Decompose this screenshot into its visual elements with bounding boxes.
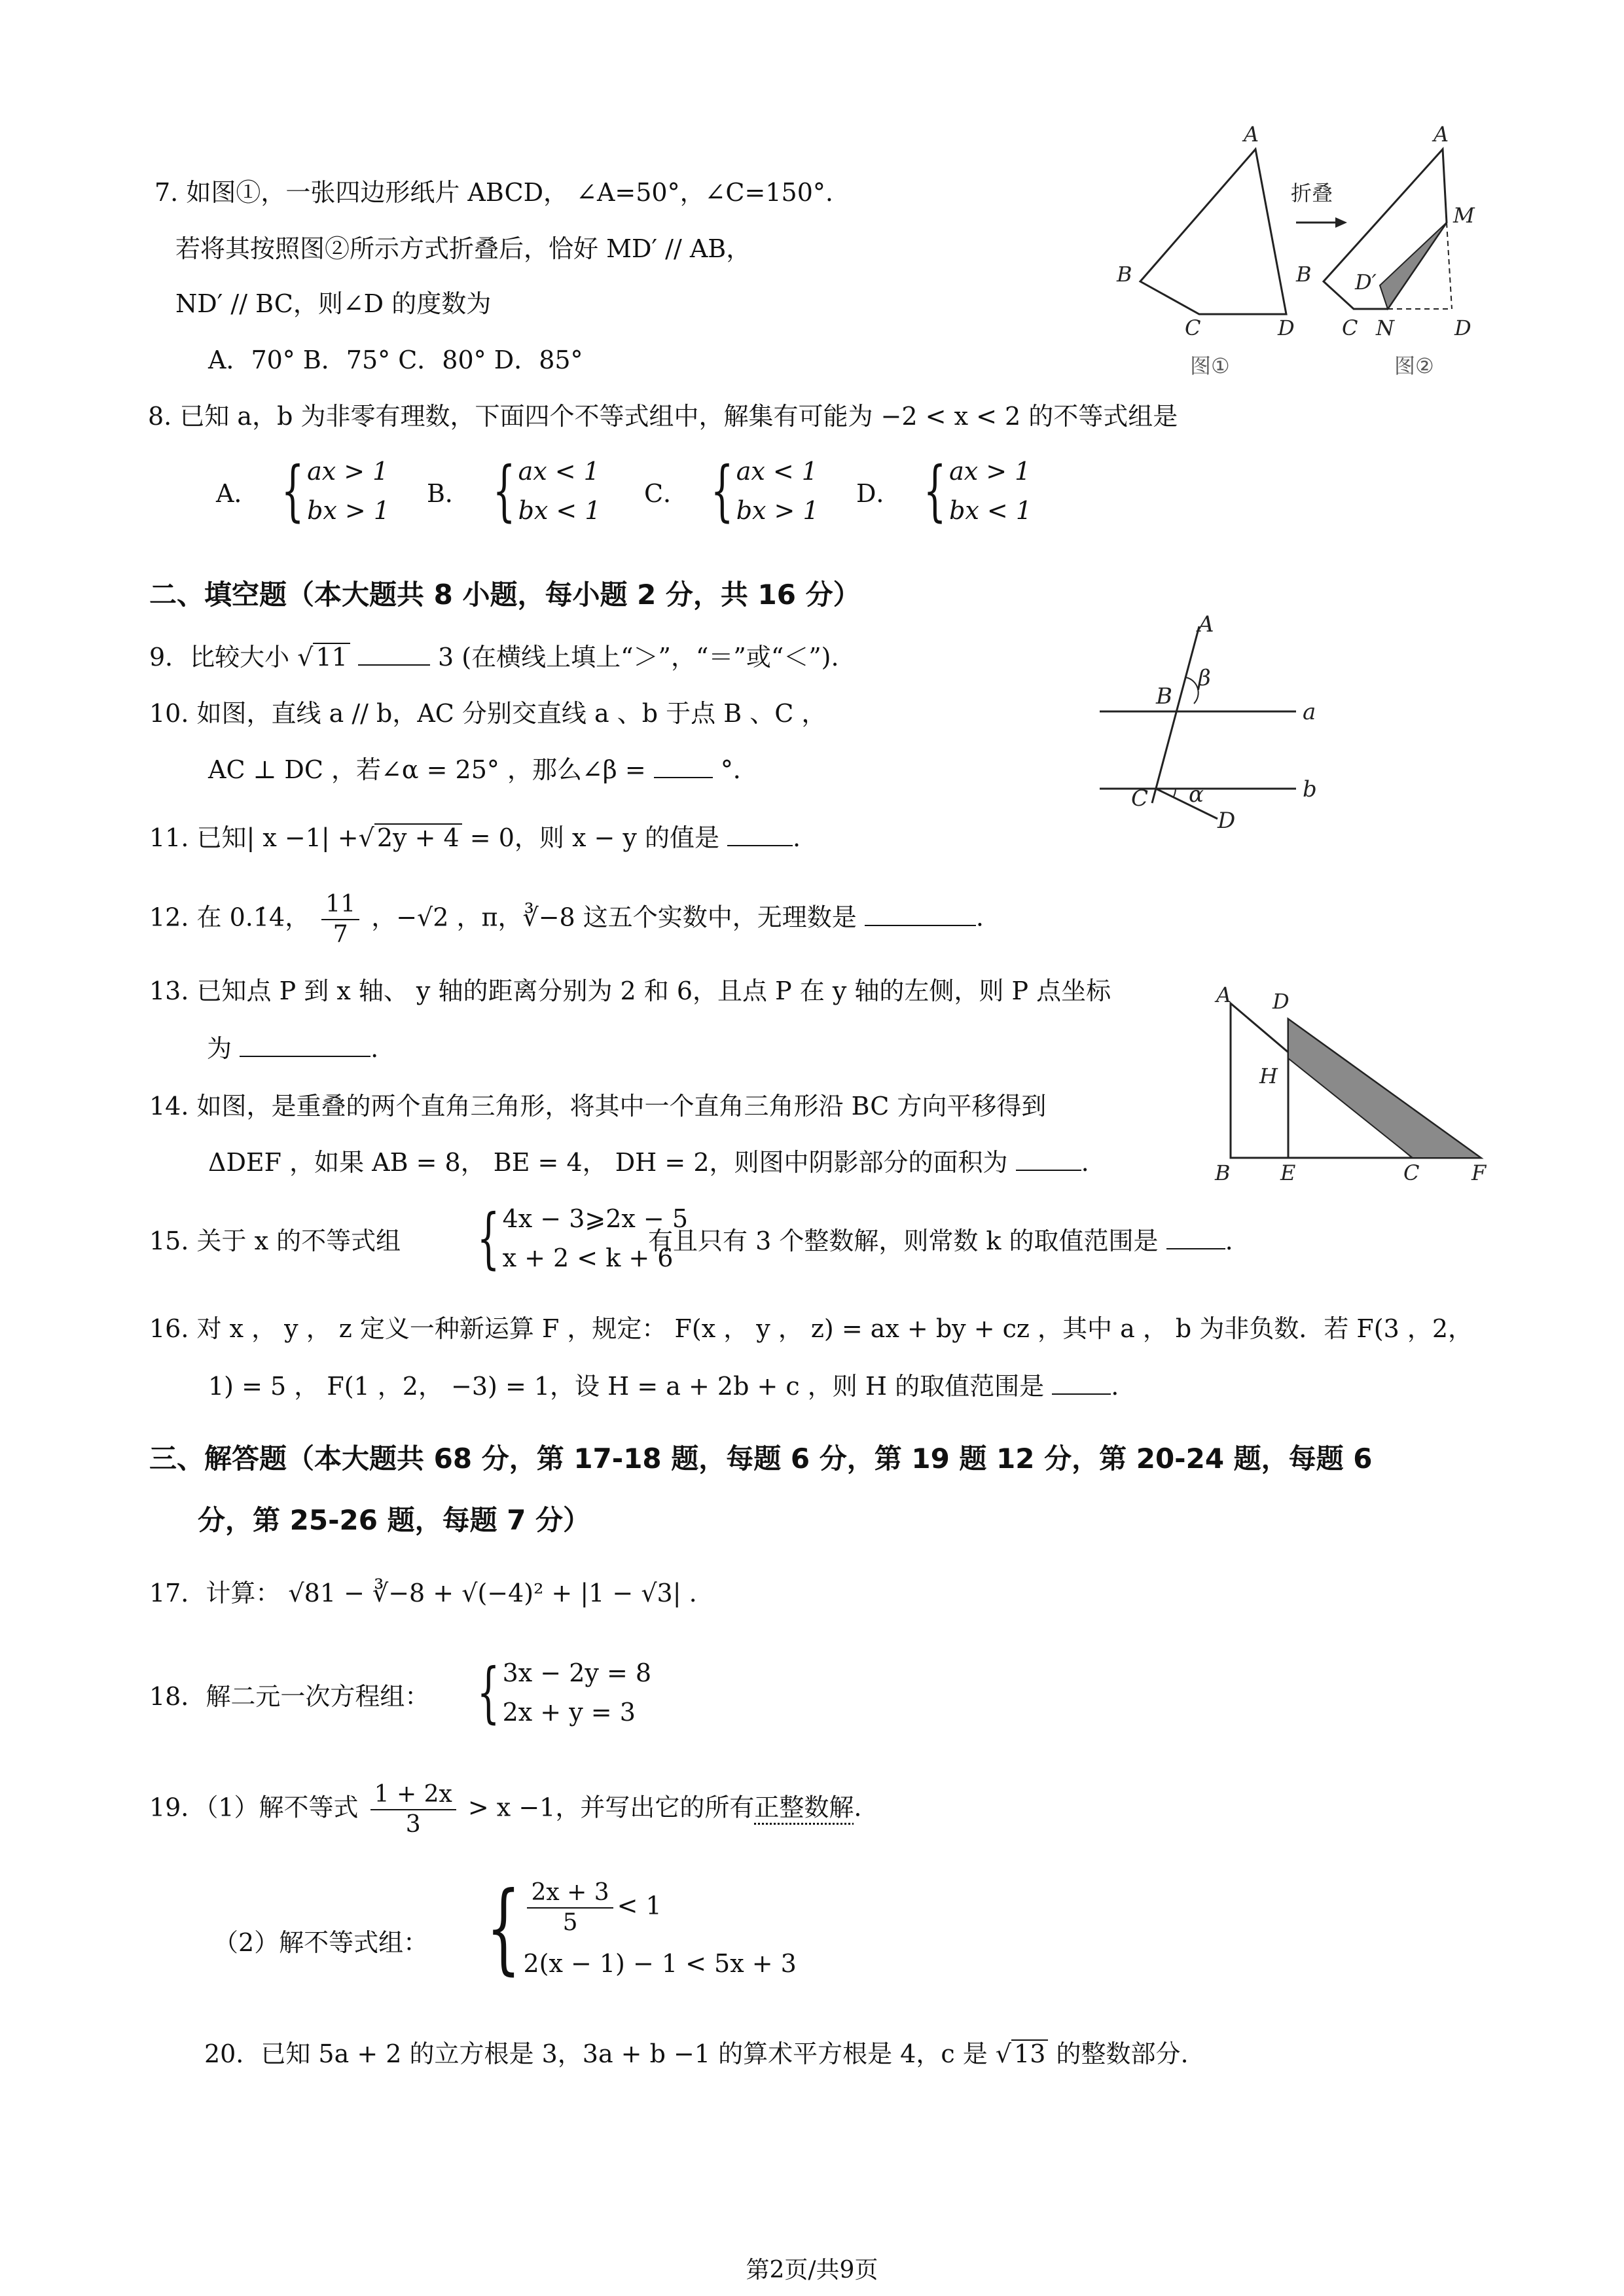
q17: 17．计算： √81 − ∛−8 + √(−4)² + |1 − √3| . <box>149 1579 697 1607</box>
lbl-line-b: b <box>1303 776 1317 802</box>
q19-r1-tail: < 1 <box>617 1891 662 1920</box>
lbl2-b: B <box>1296 262 1312 287</box>
q8-stem: 8. 已知 a，b 为非零有理数，下面四个不等式组中，解集有可能为 −2 < x < 2 的不等式组是 <box>148 402 1178 431</box>
brace: { <box>486 1871 521 1985</box>
q13-l2: 为 <box>207 1034 232 1063</box>
q18-r1: 3x − 2y = 8 <box>502 1659 652 1687</box>
q19-dotted: 正整数解 <box>754 1793 854 1822</box>
q19-b: > x −1，并写出它的所有 <box>467 1793 755 1822</box>
q7-line2: 若将其按照图②所示方式折叠后，恰好 MD′ // AB， <box>175 234 751 263</box>
q8d-r2: bx < 1 <box>949 496 1032 525</box>
q12-a: 12. 在 0.1̇4̇， <box>149 903 310 932</box>
q8d-label: D． <box>856 478 901 508</box>
q12-b: ，−√2 ，π，∛−8 这五个实数中，无理数是 <box>371 903 857 932</box>
q13-l2b: . <box>370 1034 379 1063</box>
q19-num: 1 + 2x <box>370 1780 456 1810</box>
q7-figure <box>1106 124 1499 386</box>
q8-option-d <box>856 452 1032 530</box>
q16-line2 <box>208 1371 1119 1402</box>
q13-blank[interactable] <box>240 1033 370 1057</box>
page-footer: 第2页/共9页 <box>746 2257 878 2284</box>
lbl2-a: A <box>1434 124 1449 147</box>
q18-system <box>458 1653 651 1732</box>
fig1-label: 图① <box>1190 353 1230 378</box>
q10-line2 <box>208 754 758 785</box>
section-3-heading-1: 三、解答题（本大题共 68 分，第 17-18 题，每题 6 分，第 19 题 12 分，第 20-24 题，每题 6 <box>149 1443 1373 1475</box>
q12 <box>149 890 984 949</box>
q20-a: 20．已知 5a + 2 的立方根是 3，3a + b −1 的算术平方根是 4，c 是 <box>204 2039 988 2068</box>
fold-dash-1 <box>1447 223 1452 309</box>
alpha-arc <box>1173 789 1176 798</box>
brace: { <box>477 1200 500 1276</box>
q7-line1: 7. 如图①，一张四边形纸片 ABCD， ∠A=50°，∠C=150°. <box>154 178 833 207</box>
q14-l2: ΔDEF ，如果 AB = 8， BE = 4， DH = 2，则图中阴影部分的面积为 <box>208 1148 1008 1177</box>
q19-c: . <box>854 1793 862 1822</box>
brace: { <box>281 452 305 529</box>
brace: { <box>924 452 947 529</box>
q15-r2: x + 2 < k + 6 <box>502 1244 674 1272</box>
q19-part2: （2）解不等式组： <box>213 1928 429 1957</box>
line-ac <box>1152 626 1199 803</box>
q15-blank[interactable] <box>1166 1226 1225 1249</box>
lbl-d: D <box>1272 989 1290 1014</box>
lbl-c: C <box>1185 315 1201 340</box>
q16-l2: 1) = 5 ， F(1 ，2， −3) = 1，设 H = a + 2b + c ，则 H 的取值范围是 <box>208 1372 1045 1401</box>
q10-blank[interactable] <box>654 755 713 778</box>
q7-options: A．70° B．75° C．80° D．85° <box>208 346 583 374</box>
q8-option-a <box>216 452 389 530</box>
lbl-c: C <box>1131 785 1149 812</box>
q12-c: . <box>975 903 984 932</box>
q11-b: = 0，则 x − y 的值是 <box>469 823 719 852</box>
q12-den: 7 <box>333 921 348 948</box>
lbl-d: D <box>1218 808 1236 834</box>
lbl-f: F <box>1471 1160 1487 1185</box>
q20-rad: 13 <box>1011 2039 1048 2067</box>
q15-a: 15. 关于 x 的不等式组 <box>149 1227 401 1255</box>
brace: { <box>710 452 734 529</box>
line-cd <box>1156 789 1218 819</box>
q20: 20．已知 5a + 2 的立方根是 3，3a + b −1 的算术平方根是 4，c 是 √ 13 的整数部分. <box>204 2039 1189 2068</box>
q19-r1-den: 5 <box>562 1909 578 1936</box>
lbl-b: B <box>1215 1160 1231 1185</box>
lbl2-m: M <box>1453 203 1475 228</box>
shaded-triangle <box>1380 223 1447 309</box>
lbl-a: A <box>1216 985 1232 1007</box>
q10-l2b: °． <box>720 755 758 784</box>
q8a-r1: ax > 1 <box>307 457 389 486</box>
fold-label: 折叠 <box>1291 181 1333 206</box>
q9-rad: 11 <box>313 643 350 670</box>
q15-b <box>648 1225 1233 1257</box>
fold-arrow-head <box>1335 217 1347 228</box>
q8c-label: C． <box>644 478 689 508</box>
q19-den: 3 <box>405 1811 421 1838</box>
q15-r1: 4x − 3⩾2x − 5 <box>502 1204 689 1233</box>
q8b-r1: ax < 1 <box>518 457 600 486</box>
q14-figure <box>1204 985 1492 1194</box>
q16-l2b: . <box>1111 1372 1119 1401</box>
q11: 11. 已知| x −1| +√ 2y + 4 = 0，则 x − y 的值是 . <box>149 823 801 852</box>
q11-blank[interactable] <box>727 823 793 846</box>
q18-a: 18．解二元一次方程组： <box>149 1682 430 1711</box>
q9-b: 3 (在横线上填上“＞”，“＝”或“＜”). <box>438 643 839 672</box>
lbl2-n: N <box>1376 315 1394 340</box>
q8c-r2: bx > 1 <box>736 496 819 525</box>
fig2-label: 图② <box>1394 353 1434 378</box>
q10-l2: AC ⊥ DC ，若∠α = 25° ，那么∠β = <box>208 755 646 784</box>
q8a-label: A． <box>216 478 259 508</box>
q18-r2: 2x + y = 3 <box>502 1698 636 1727</box>
q11-a: 11. 已知| x −1| + <box>149 823 359 852</box>
q16-line1: 16. 对 x ， y ， z 定义一种新运算 F ，规定： F(x ， y ， z) = ax + by + cz ，其中 a ， b 为非负数．若 F(3 ，2， <box>149 1314 1473 1343</box>
q15-b-text: 有且只有 3 个整数解，则常数 k 的取值范围是 <box>648 1227 1159 1255</box>
lbl-alpha: α <box>1189 781 1204 808</box>
lbl-h: H <box>1259 1064 1278 1088</box>
q8a-r2: bx > 1 <box>307 496 390 525</box>
q14-line1: 14. 如图，是重叠的两个直角三角形，将其中一个直角三角形沿 BC 方向平移得到 <box>149 1092 1047 1121</box>
q9: 9．比较大小 √ 11 3 (在横线上填上“＞”，“＝”或“＜”). <box>149 643 839 672</box>
q8-option-b <box>427 452 601 530</box>
q14-l2b: . <box>1081 1148 1089 1177</box>
beta-arc <box>1186 677 1199 704</box>
q10-line1: 10. 如图，直线 a // b，AC 分别交直线 a 、b 于点 B 、C ， <box>149 699 827 728</box>
lbl-e: E <box>1280 1160 1296 1185</box>
q15-c: . <box>1225 1227 1233 1255</box>
q8b-r2: bx < 1 <box>518 496 601 525</box>
q13-line1: 13. 已知点 P 到 x 轴、 y 轴的距离分别为 2 和 6，且点 P 在 y 轴的左侧，则 P 点坐标 <box>149 977 1111 1005</box>
q19-r1-num: 2x + 3 <box>527 1878 613 1909</box>
q14-blank[interactable] <box>1016 1147 1081 1171</box>
q14-line2 <box>208 1147 1089 1178</box>
lbl2-c: C <box>1342 315 1358 340</box>
q8b-label: B． <box>427 478 470 508</box>
lbl-d: D <box>1278 315 1295 340</box>
q19-a: 19．（1）解不等式 <box>149 1793 359 1822</box>
q11-c: . <box>793 823 801 852</box>
lbl-c: C <box>1403 1160 1420 1185</box>
lbl2-dp: D′ <box>1355 270 1377 295</box>
q10-figure <box>1087 612 1362 841</box>
q19-part1 <box>149 1780 861 1839</box>
quad-abcd <box>1140 149 1286 314</box>
shaded-region <box>1288 1019 1481 1158</box>
q8d-r1: ax > 1 <box>949 457 1031 486</box>
q20-b: 的整数部分. <box>1056 2039 1189 2068</box>
lbl-line-a: a <box>1303 699 1316 725</box>
q12-blank[interactable] <box>865 903 976 926</box>
lbl2-d: D <box>1454 315 1471 340</box>
q19-system <box>458 1871 797 1985</box>
q19-r2: 2(x − 1) − 1 < 5x + 3 <box>523 1949 797 1978</box>
q8-option-c <box>644 452 819 530</box>
brace: { <box>492 452 516 529</box>
lbl-beta: β <box>1198 665 1211 691</box>
lbl-b: B <box>1156 683 1172 709</box>
lbl-b: B <box>1117 262 1132 287</box>
q11-rad: 2y + 4 <box>374 823 462 851</box>
q8c-r1: ax < 1 <box>736 457 818 486</box>
section-3-heading-2: 分，第 25-26 题，每题 7 分） <box>198 1504 591 1536</box>
q19-fraction <box>370 1780 456 1839</box>
q9-a: 9．比较大小 <box>149 643 290 672</box>
brace: { <box>477 1654 500 1731</box>
lbl-a: A <box>1198 612 1214 637</box>
q7-line3: ND′ // BC，则∠D 的度数为 <box>175 289 492 318</box>
section-2-heading: 二、填空题（本大题共 8 小题，每小题 2 分，共 16 分） <box>149 579 861 611</box>
q9-blank[interactable] <box>358 642 430 666</box>
q13-line2 <box>207 1033 378 1064</box>
q12-num: 11 <box>321 890 359 920</box>
lbl-a: A <box>1244 124 1259 147</box>
q16-blank[interactable] <box>1052 1371 1111 1395</box>
q12-fraction <box>321 890 359 949</box>
